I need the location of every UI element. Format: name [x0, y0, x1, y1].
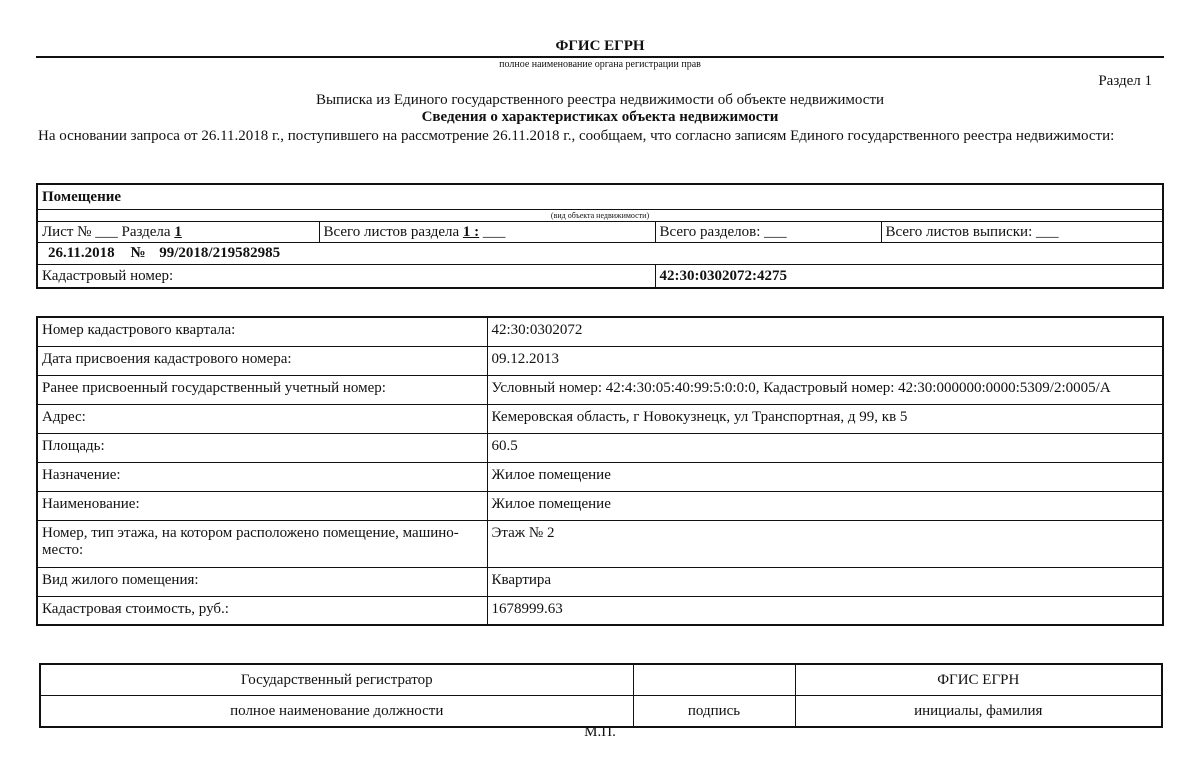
total-sections: Всего разделов: ___: [655, 222, 881, 243]
registrar-position: Государственный регистратор: [40, 664, 633, 696]
detail-row: [37, 520, 1163, 567]
detail-value: Жилое помещение: [487, 491, 1163, 520]
total-sheets: Всего листов выписки: ___: [881, 222, 1163, 243]
object-header-table: [36, 183, 1164, 289]
statement-number: 99/2018/219582985: [159, 245, 281, 261]
detail-label: Наименование:: [37, 491, 487, 520]
section-number: 1: [174, 223, 182, 240]
document-subtitle: Сведения о характеристиках объекта недвижимости: [421, 109, 779, 125]
detail-row: [37, 491, 1163, 520]
object-type: Помещение: [37, 184, 1163, 210]
detail-value: 42:30:0302072: [487, 317, 1163, 346]
detail-label: Номер, тип этажа, на котором расположено помещение, машино-место:: [37, 520, 487, 567]
detail-value: Жилое помещение: [487, 462, 1163, 491]
detail-row: [37, 375, 1163, 404]
statement-date-number: [37, 243, 1163, 265]
detail-label: Ранее присвоенный государственный учетный номер:: [37, 375, 487, 404]
name-caption: инициалы, фамилия: [795, 696, 1162, 728]
detail-value: 60.5: [487, 433, 1163, 462]
intro-paragraph: На основании запроса от 26.11.2018 г., поступившего на рассмотрение 26.11.2018 г., сообщаем, что согласно записям Единого государственного реестра недвижимости:: [38, 128, 1115, 144]
registration-authority-caption: полное наименование органа регистрации прав: [499, 59, 701, 70]
detail-value: Кемеровская область, г Новокузнецк, ул Транспортная, д 99, кв 5: [487, 404, 1163, 433]
detail-row: [37, 317, 1163, 346]
detail-row: [37, 462, 1163, 491]
detail-row: [37, 567, 1163, 596]
sheets-in-section-value: 1 :: [462, 223, 480, 240]
document-title: Выписка из Единого государственного реестра недвижимости об объекте недвижимости: [315, 92, 885, 108]
section-label: Раздел 1: [1098, 73, 1152, 89]
sheets-in-section-label: Всего листов раздела: [323, 223, 460, 240]
signature-field: [633, 664, 795, 696]
registration-authority: ФГИС ЕГРН: [555, 38, 645, 54]
detail-row: [37, 346, 1163, 375]
detail-label: Назначение:: [37, 462, 487, 491]
detail-label: Вид жилого помещения:: [37, 567, 487, 596]
header-divider: [36, 56, 1164, 58]
cadastral-number-value: 42:30:0302072:4275: [655, 265, 1163, 289]
detail-label: Площадь:: [37, 433, 487, 462]
detail-label: Адрес:: [37, 404, 487, 433]
sheets-in-section-blank: ___: [482, 223, 506, 240]
signature-caption: подпись: [633, 696, 795, 728]
number-sign: №: [130, 245, 146, 261]
object-type-caption: (вид объекта недвижимости): [37, 210, 1163, 222]
sheet-number-cell: [37, 222, 319, 243]
object-details-table: [36, 316, 1164, 626]
detail-label: Номер кадастрового квартала:: [37, 317, 487, 346]
detail-value: 09.12.2013: [487, 346, 1163, 375]
detail-label: Кадастровая стоимость, руб.:: [37, 596, 487, 625]
detail-row: [37, 433, 1163, 462]
sheets-in-section-cell: [319, 222, 655, 243]
position-caption: полное наименование должности: [40, 696, 633, 728]
detail-value: 1678999.63: [487, 596, 1163, 625]
detail-label: Дата присвоения кадастрового номера:: [37, 346, 487, 375]
detail-value: Этаж № 2: [487, 520, 1163, 567]
sheet-number-label: Лист № ___ Раздела: [42, 223, 171, 240]
detail-value: Квартира: [487, 567, 1163, 596]
signature-table: [39, 663, 1163, 728]
detail-value: Условный номер: 42:4:30:05:40:99:5:0:0:0, Кадастровый номер: 42:30:000000:0000:5309/2:0005/А: [487, 375, 1163, 404]
statement-date: 26.11.2018: [48, 245, 115, 261]
cadastral-number-label: Кадастровый номер:: [37, 265, 655, 289]
registrar-name: ФГИС ЕГРН: [795, 664, 1162, 696]
stamp-place: М.П.: [584, 724, 616, 740]
detail-row: [37, 404, 1163, 433]
detail-row: [37, 596, 1163, 625]
